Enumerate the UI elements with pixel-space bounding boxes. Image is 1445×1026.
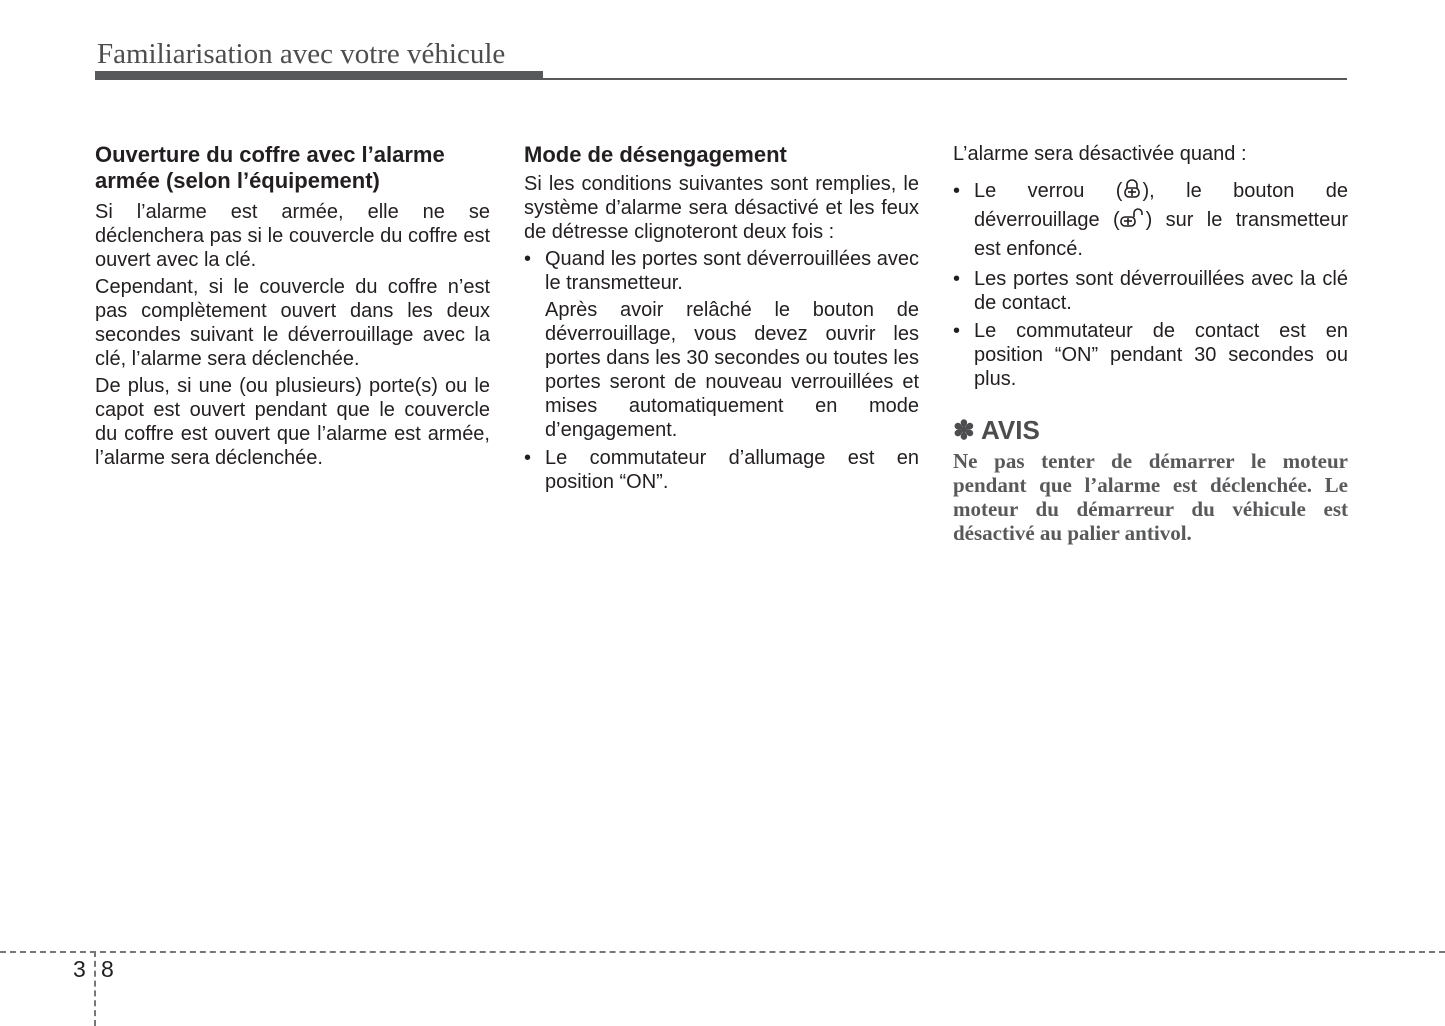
paragraph: Si l’alarme est armée, elle ne se déclenchera pas si le couvercle du coffre est ouvert avec la clé. [95, 201, 490, 271]
section-heading: Mode de désengagement [524, 142, 787, 167]
footer-page-divider [94, 951, 96, 1026]
deactivation-list [953, 178, 1348, 391]
header-bar [95, 71, 543, 80]
paragraph: Cependant, si le couvercle du coffre n’est pas complètement ouvert dans les deux secondes suivant le déverrouillage avec la clé, l’alarme sera déclenchée. [95, 276, 490, 370]
column-disarm-mode [524, 142, 919, 498]
list-item [524, 446, 919, 494]
text: ), le bouton de déverrouillage ( [974, 180, 1348, 231]
paragraph: Si les conditions suivantes sont remplies, le système d’alarme sera désactivé et les feux de détresse clignoteront deux fois : [524, 173, 919, 243]
lock-icon [1122, 179, 1142, 207]
list-item-subtext: Après avoir relâché le bouton de déverrouillage, vous devez ouvrir les portes dans les 30 secondes ou toutes les portes seront de nouveau verrouillées et mises automatiquement en mode d’engagement. [545, 299, 919, 441]
text: Le verrou ( [974, 180, 1123, 202]
list-item [953, 178, 1348, 263]
column-trunk-opening [95, 142, 490, 473]
list-item: • Le commutateur de contact est en position “ON” pendant 30 secondes ou plus. [953, 319, 1348, 391]
header-rule [543, 78, 1347, 80]
list-item-text: • Quand les portes sont déverrouillées avec le transmetteur. [545, 248, 919, 294]
section-number: 3 [73, 956, 86, 982]
paragraph: L’alarme sera désactivée quand : [953, 143, 1247, 165]
condition-list [524, 247, 919, 494]
column-alarm-deactivation [953, 142, 1348, 545]
unlock-icon [1120, 208, 1146, 236]
list-item-text: • Le commutateur d’allumage est en position “ON”. [545, 447, 919, 493]
section-heading: Ouverture du coffre avec l’alarme armée (selon l’équipement) [95, 142, 445, 193]
page-header-title: Familiarisation avec votre véhicule [97, 38, 506, 70]
text: ) sur le transmetteur est enfoncé. [974, 209, 1348, 260]
paragraph: De plus, si une (ou plusieurs) porte(s) ou le capot est ouvert pendant que le couvercle du coffre est ouvert que l’alarme est armée, l’alarme sera déclenchée. [95, 375, 490, 469]
list-item [524, 247, 919, 442]
footer-divider [0, 951, 1445, 953]
notice-text: Ne pas tenter de démarrer le moteur pendant que l’alarme est déclenchée. Le moteur du démarreur du véhicule est désactivé au palier antivol. [953, 449, 1348, 545]
list-item: • Les portes sont déverrouillées avec la clé de contact. [953, 267, 1348, 315]
notice-heading: ✽ AVIS [953, 415, 1040, 445]
page-number: 8 [101, 956, 114, 982]
